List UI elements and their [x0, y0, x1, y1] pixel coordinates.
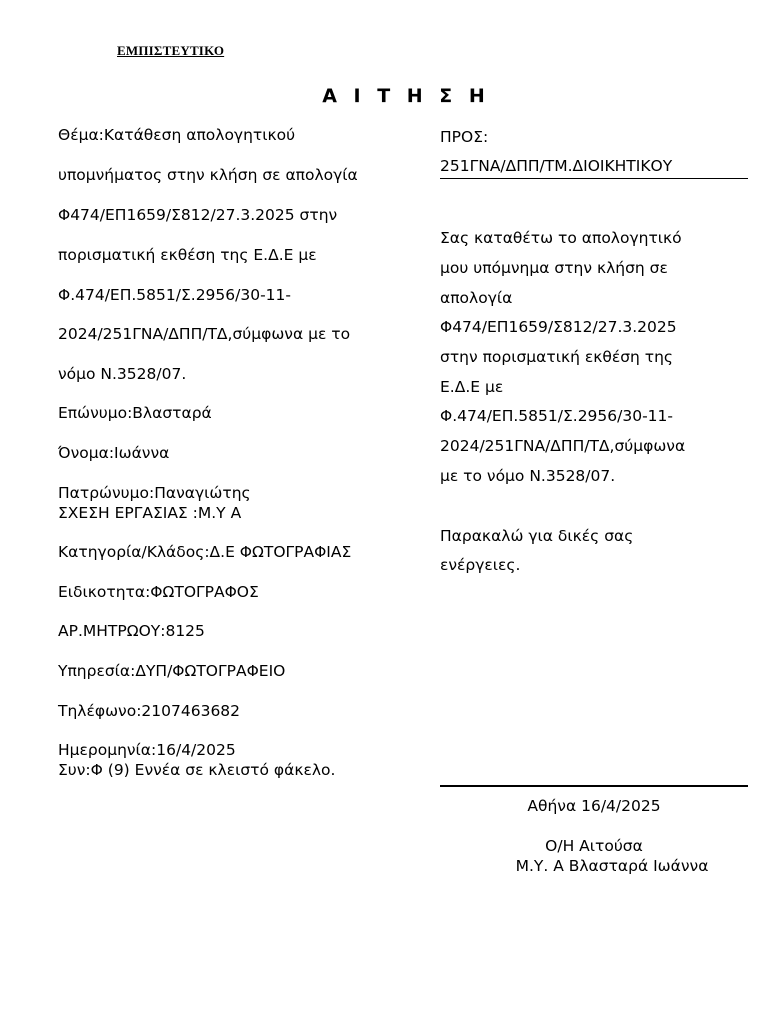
subject-line: Φ.474/ΕΠ.5851/Σ.2956/30-11- [58, 286, 291, 304]
registry-field: ΑΡ.ΜΗΤΡΩΟΥ:8125 [58, 622, 205, 640]
signer-name: Μ.Υ. Α Βλασταρά Ιωάννα [515, 857, 709, 875]
body-line: μου υπόμνημα στην κλήση σε [440, 259, 668, 277]
first-name-field: Όνομα:Ιωάννα [58, 444, 170, 462]
subject-line: νόμο Ν.3528/07. [58, 365, 187, 383]
subject-line: Φ474/ΕΠ1659/Σ812/27.3.2025 στην [58, 206, 338, 224]
phone-field: Τηλέφωνο:2107463682 [58, 702, 241, 720]
subject-line: 2024/251ΓΝΑ/ΔΠΠ/ΤΔ,σύμφωνα με το [58, 325, 351, 343]
to-label: ΠΡΟΣ: [440, 128, 489, 146]
body-line: Φ.474/ΕΠ.5851/Σ.2956/30-11- [440, 407, 673, 425]
specialty-field: Ειδικοτητα:ΦΩΤΟΓΡΑΦΟΣ [58, 583, 259, 601]
body-line: στην πορισματική εκθέση της [440, 348, 674, 366]
employment-field: ΣΧΕΣΗ ΕΡΓΑΣΙΑΣ :Μ.Υ Α [58, 504, 242, 522]
document-title: Α Ι Τ Η Σ Η [322, 85, 490, 107]
body-line: Σας καταθέτω το απολογητικό [440, 229, 682, 247]
surname-field: Επώνυμο:Βλασταρά [58, 404, 212, 422]
signature-line [440, 785, 748, 787]
subject-line: υπομνήματος στην κλήση σε απολογία [58, 166, 358, 184]
body-line: 2024/251ΓΝΑ/ΔΠΠ/ΤΔ,σύμφωνα [440, 437, 686, 455]
body-line: απολογία [440, 289, 513, 307]
subject-line: Θέμα:Κατάθεση απολογητικού [58, 126, 296, 144]
body-line: Ε.Δ.Ε με [440, 378, 504, 396]
body-line: με το νόμο Ν.3528/07. [440, 467, 616, 485]
service-field: Υπηρεσία:ΔΥΠ/ΦΩΤΟΓΡΑΦΕΙΟ [58, 662, 286, 680]
attachments-field: Συν:Φ (9) Εννέα σε κλειστό φάκελο. [58, 761, 336, 779]
closing-line: Παρακαλώ για δικές σας [440, 527, 634, 545]
fathers-name-field: Πατρώνυμο:Παναγιώτης [58, 484, 251, 502]
confidential-label: ΕΜΠΙΣΤΕΥΤΙΚΟ [117, 43, 225, 58]
date-field: Ημερομηνία:16/4/2025 [58, 741, 236, 759]
recipient-underline [440, 178, 748, 179]
body-line: Φ474/ΕΠ1659/Σ812/27.3.2025 [440, 318, 677, 336]
subject-line: πορισματική εκθέση της Ε.Δ.Ε με [58, 246, 317, 264]
closing-line: ενέργειες. [440, 556, 521, 574]
signer-role: Ο/Η Αιτούσα [545, 837, 643, 855]
category-field: Κατηγορία/Κλάδος:Δ.Ε ΦΩΤΟΓΡΑΦΙΑΣ [58, 543, 352, 561]
place-date: Αθήνα 16/4/2025 [527, 797, 661, 815]
recipient: 251ΓΝΑ/ΔΠΠ/ΤΜ.ΔΙΟΙΚΗΤΙΚΟΥ [440, 157, 673, 175]
